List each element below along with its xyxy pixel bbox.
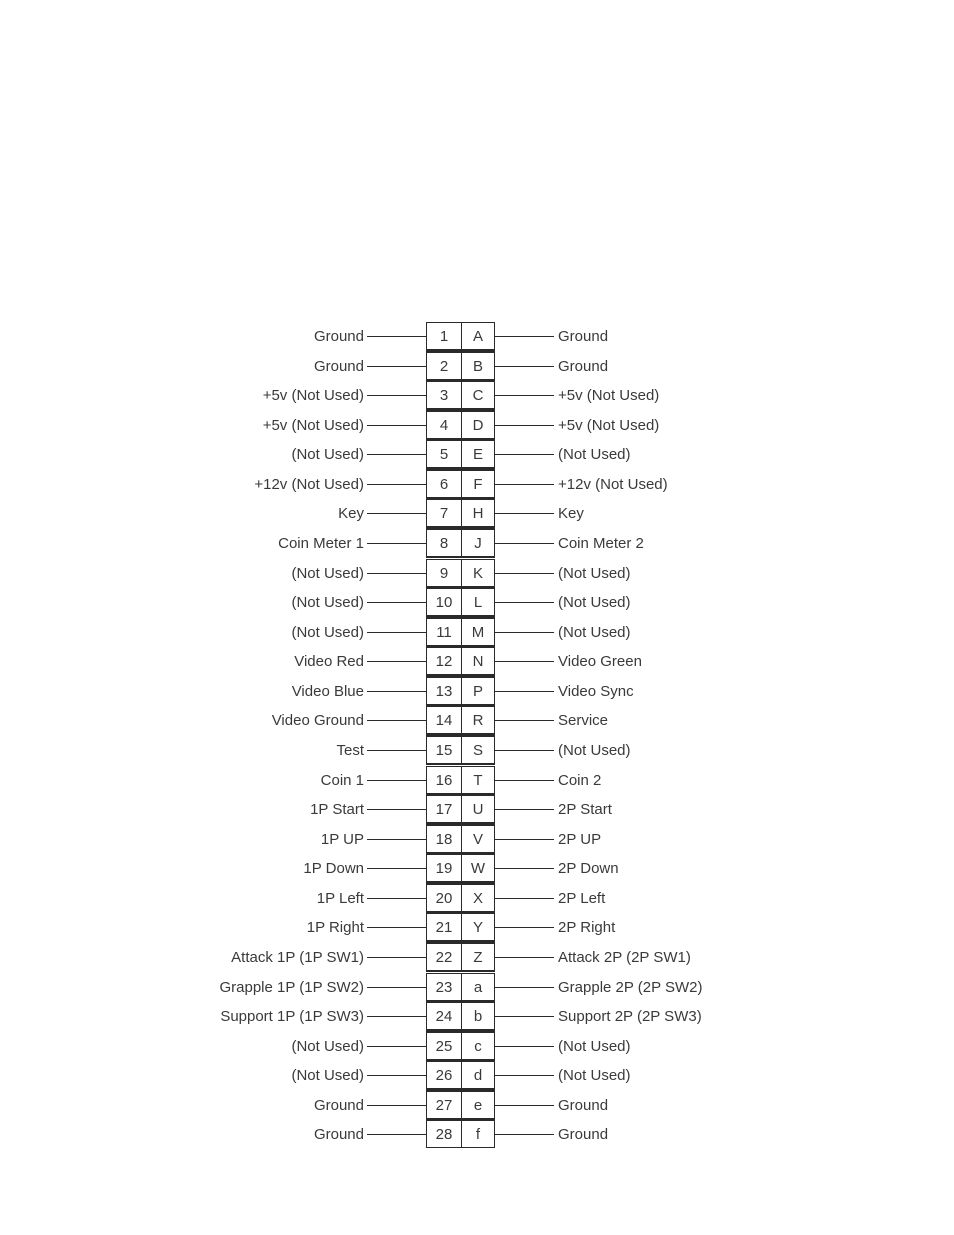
right-pin-label: 2P Right bbox=[558, 919, 616, 937]
right-wire bbox=[495, 1046, 554, 1047]
right-pin-label: 2P Start bbox=[558, 801, 612, 819]
pin-letter: U bbox=[461, 795, 495, 822]
right-wire bbox=[495, 543, 554, 544]
pin-letter: f bbox=[461, 1120, 495, 1147]
left-wire bbox=[367, 868, 426, 869]
right-wire bbox=[495, 661, 554, 662]
right-wire bbox=[495, 750, 554, 751]
pin-letter: M bbox=[461, 618, 495, 645]
right-wire bbox=[495, 691, 554, 692]
left-pin-label: Support 1P (1P SW3) bbox=[220, 1008, 364, 1026]
pin-number: 28 bbox=[426, 1120, 461, 1147]
left-wire bbox=[367, 513, 426, 514]
right-pin-label: (Not Used) bbox=[558, 1067, 631, 1085]
pin-number: 11 bbox=[426, 618, 461, 645]
pin-number: 13 bbox=[426, 677, 461, 704]
row-divider bbox=[426, 1147, 495, 1148]
left-wire bbox=[367, 484, 426, 485]
pin-row bbox=[0, 588, 954, 618]
pin-row bbox=[0, 559, 954, 589]
pin-row bbox=[0, 913, 954, 943]
right-pin-label: Grapple 2P (2P SW2) bbox=[558, 978, 703, 996]
pin-number: 27 bbox=[426, 1091, 461, 1118]
pin-number: 18 bbox=[426, 825, 461, 852]
pin-letter: d bbox=[461, 1061, 495, 1088]
left-pin-label: (Not Used) bbox=[291, 623, 364, 641]
left-pin-label: 1P Left bbox=[316, 889, 364, 907]
pin-number: 4 bbox=[426, 411, 461, 438]
right-wire bbox=[495, 780, 554, 781]
pin-row bbox=[0, 470, 954, 500]
left-pin-label: Grapple 1P (1P SW2) bbox=[219, 978, 364, 996]
pin-letter: K bbox=[461, 559, 495, 586]
pin-row bbox=[0, 766, 954, 796]
pin-row bbox=[0, 1120, 954, 1150]
pin-number: 12 bbox=[426, 647, 461, 674]
left-pin-label: (Not Used) bbox=[291, 446, 364, 464]
left-wire bbox=[367, 1105, 426, 1106]
right-pin-label: +5v (Not Used) bbox=[558, 387, 660, 405]
left-pin-label: Ground bbox=[313, 328, 364, 345]
pin-letter: V bbox=[461, 825, 495, 852]
pin-row bbox=[0, 677, 954, 707]
pin-letter: B bbox=[461, 352, 495, 379]
left-pin-label: Ground bbox=[313, 1096, 364, 1114]
right-pin-label: Attack 2P (2P SW1) bbox=[558, 948, 691, 966]
pin-letter: L bbox=[461, 588, 495, 615]
left-wire bbox=[367, 336, 426, 337]
right-pin-label: (Not Used) bbox=[558, 446, 631, 464]
right-pin-label: 2P Down bbox=[558, 860, 619, 878]
pin-row bbox=[0, 706, 954, 736]
right-pin-label: (Not Used) bbox=[558, 623, 631, 641]
pin-row bbox=[0, 529, 954, 559]
right-pin-label: Ground bbox=[558, 1126, 609, 1144]
pin-letter: P bbox=[461, 677, 495, 704]
pin-row bbox=[0, 499, 954, 529]
left-pin-label: (Not Used) bbox=[291, 564, 364, 582]
left-pin-label: Video Ground bbox=[271, 712, 364, 730]
pin-row bbox=[0, 618, 954, 648]
right-wire bbox=[495, 602, 554, 603]
pin-number: 17 bbox=[426, 795, 461, 822]
right-pin-label: +5v (Not Used) bbox=[558, 416, 660, 434]
left-wire bbox=[367, 898, 426, 899]
pin-number: 6 bbox=[426, 470, 461, 497]
pin-letter: X bbox=[461, 884, 495, 911]
left-pin-label: (Not Used) bbox=[291, 1067, 364, 1085]
left-wire bbox=[367, 661, 426, 662]
pin-number: 20 bbox=[426, 884, 461, 911]
right-wire bbox=[495, 957, 554, 958]
pin-letter: c bbox=[461, 1032, 495, 1059]
right-pin-label: Ground bbox=[558, 328, 609, 345]
pin-row bbox=[0, 854, 954, 884]
right-pin-label: Video Green bbox=[558, 653, 642, 671]
pin-number: 25 bbox=[426, 1032, 461, 1059]
pin-letter: T bbox=[461, 766, 495, 793]
left-wire bbox=[367, 425, 426, 426]
right-wire bbox=[495, 809, 554, 810]
pin-number: 21 bbox=[426, 913, 461, 940]
left-pin-label: (Not Used) bbox=[291, 1037, 364, 1055]
right-wire bbox=[495, 868, 554, 869]
left-wire bbox=[367, 602, 426, 603]
right-wire bbox=[495, 839, 554, 840]
pin-number: 16 bbox=[426, 766, 461, 793]
pin-number: 26 bbox=[426, 1061, 461, 1088]
pin-row bbox=[0, 1091, 954, 1121]
pin-row bbox=[0, 322, 954, 352]
pin-row bbox=[0, 1061, 954, 1091]
pin-letter: S bbox=[461, 736, 495, 763]
left-wire bbox=[367, 1046, 426, 1047]
right-pin-label: Service bbox=[558, 712, 609, 730]
left-pin-label: Ground bbox=[313, 357, 364, 375]
pin-row bbox=[0, 440, 954, 470]
left-wire bbox=[367, 1134, 426, 1135]
pin-number: 15 bbox=[426, 736, 461, 763]
left-wire bbox=[367, 395, 426, 396]
pin-letter: C bbox=[461, 381, 495, 408]
left-wire bbox=[367, 1016, 426, 1017]
left-wire bbox=[367, 839, 426, 840]
left-pin-label: Video Red bbox=[294, 653, 364, 671]
right-pin-label: Video Sync bbox=[558, 682, 634, 700]
right-pin-label: Coin Meter 2 bbox=[558, 534, 644, 552]
pin-row bbox=[0, 1002, 954, 1032]
left-pin-label: +5v (Not Used) bbox=[262, 416, 364, 434]
left-pin-label: Key bbox=[338, 505, 364, 523]
right-wire bbox=[495, 720, 554, 721]
pin-number: 2 bbox=[426, 352, 461, 379]
right-wire bbox=[495, 454, 554, 455]
left-wire bbox=[367, 957, 426, 958]
left-wire bbox=[367, 1075, 426, 1076]
pin-number: 23 bbox=[426, 973, 461, 1000]
pin-row bbox=[0, 647, 954, 677]
left-pin-label: 1P Right bbox=[306, 919, 364, 937]
pin-number: 10 bbox=[426, 588, 461, 615]
pin-letter: A bbox=[461, 322, 495, 349]
right-wire bbox=[495, 898, 554, 899]
pin-letter: E bbox=[461, 440, 495, 467]
right-wire bbox=[495, 1105, 554, 1106]
right-wire bbox=[495, 927, 554, 928]
pin-number: 5 bbox=[426, 440, 461, 467]
pin-letter: J bbox=[461, 529, 495, 556]
right-wire bbox=[495, 573, 554, 574]
left-wire bbox=[367, 750, 426, 751]
pin-letter: H bbox=[461, 499, 495, 526]
right-wire bbox=[495, 425, 554, 426]
left-wire bbox=[367, 573, 426, 574]
left-wire bbox=[367, 720, 426, 721]
right-wire bbox=[495, 395, 554, 396]
pin-row bbox=[0, 352, 954, 382]
right-pin-label: Coin 2 bbox=[558, 771, 602, 789]
pin-letter: W bbox=[461, 854, 495, 881]
left-pin-label: 1P Start bbox=[310, 801, 364, 819]
right-wire bbox=[495, 632, 554, 633]
left-wire bbox=[367, 809, 426, 810]
left-wire bbox=[367, 691, 426, 692]
right-pin-label: Ground bbox=[558, 1096, 609, 1114]
right-pin-label: +12v (Not Used) bbox=[558, 475, 668, 493]
left-pin-label: Coin 1 bbox=[320, 771, 364, 789]
right-pin-label: 2P Left bbox=[558, 889, 606, 907]
left-pin-label: +12v (Not Used) bbox=[254, 475, 364, 493]
right-wire bbox=[495, 366, 554, 367]
right-wire bbox=[495, 484, 554, 485]
pin-row bbox=[0, 825, 954, 855]
right-pin-label: (Not Used) bbox=[558, 1037, 631, 1055]
left-pin-label: Video Blue bbox=[291, 682, 364, 700]
pin-number: 7 bbox=[426, 499, 461, 526]
right-wire bbox=[495, 1075, 554, 1076]
pin-letter: Z bbox=[461, 943, 495, 970]
left-pin-label: Attack 1P (1P SW1) bbox=[231, 948, 364, 966]
pin-letter: e bbox=[461, 1091, 495, 1118]
right-pin-label: (Not Used) bbox=[558, 741, 631, 759]
left-pin-label: 1P Down bbox=[303, 860, 364, 878]
connector-pinout-diagram bbox=[0, 322, 954, 1150]
left-pin-label: +5v (Not Used) bbox=[262, 387, 364, 405]
left-wire bbox=[367, 987, 426, 988]
left-pin-label: Coin Meter 1 bbox=[278, 534, 364, 552]
right-wire bbox=[495, 513, 554, 514]
pin-letter: F bbox=[461, 470, 495, 497]
pin-row bbox=[0, 411, 954, 441]
pin-row bbox=[0, 973, 954, 1003]
right-wire bbox=[495, 336, 554, 337]
pin-number: 14 bbox=[426, 706, 461, 733]
right-pin-label: Ground bbox=[558, 357, 609, 375]
right-pin-label: 2P UP bbox=[558, 830, 602, 848]
pin-number: 9 bbox=[426, 559, 461, 586]
pin-row bbox=[0, 943, 954, 973]
left-wire bbox=[367, 366, 426, 367]
pin-number: 8 bbox=[426, 529, 461, 556]
pin-letter: Y bbox=[461, 913, 495, 940]
left-pin-label: (Not Used) bbox=[291, 594, 364, 612]
pin-number: 1 bbox=[426, 322, 461, 349]
pin-number: 19 bbox=[426, 854, 461, 881]
left-wire bbox=[367, 543, 426, 544]
left-wire bbox=[367, 454, 426, 455]
pin-number: 24 bbox=[426, 1002, 461, 1029]
pin-row bbox=[0, 736, 954, 766]
left-wire bbox=[367, 927, 426, 928]
right-pin-label: Support 2P (2P SW3) bbox=[558, 1008, 702, 1026]
pin-letter: R bbox=[461, 706, 495, 733]
pin-row bbox=[0, 884, 954, 914]
left-pin-label: Ground bbox=[313, 1126, 364, 1144]
left-pin-label: Test bbox=[336, 741, 364, 759]
right-wire bbox=[495, 1016, 554, 1017]
pin-letter: D bbox=[461, 411, 495, 438]
pin-number: 3 bbox=[426, 381, 461, 408]
pin-number: 22 bbox=[426, 943, 461, 970]
pin-row bbox=[0, 795, 954, 825]
pin-letter: N bbox=[461, 647, 495, 674]
right-wire bbox=[495, 987, 554, 988]
right-pin-label: Key bbox=[558, 505, 584, 523]
left-pin-label: 1P UP bbox=[320, 830, 364, 848]
right-pin-label: (Not Used) bbox=[558, 594, 631, 612]
right-wire bbox=[495, 1134, 554, 1135]
left-wire bbox=[367, 780, 426, 781]
left-wire bbox=[367, 632, 426, 633]
right-pin-label: (Not Used) bbox=[558, 564, 631, 582]
pin-row bbox=[0, 381, 954, 411]
pin-row bbox=[0, 1032, 954, 1062]
pin-letter: a bbox=[461, 973, 495, 1000]
pin-letter: b bbox=[461, 1002, 495, 1029]
